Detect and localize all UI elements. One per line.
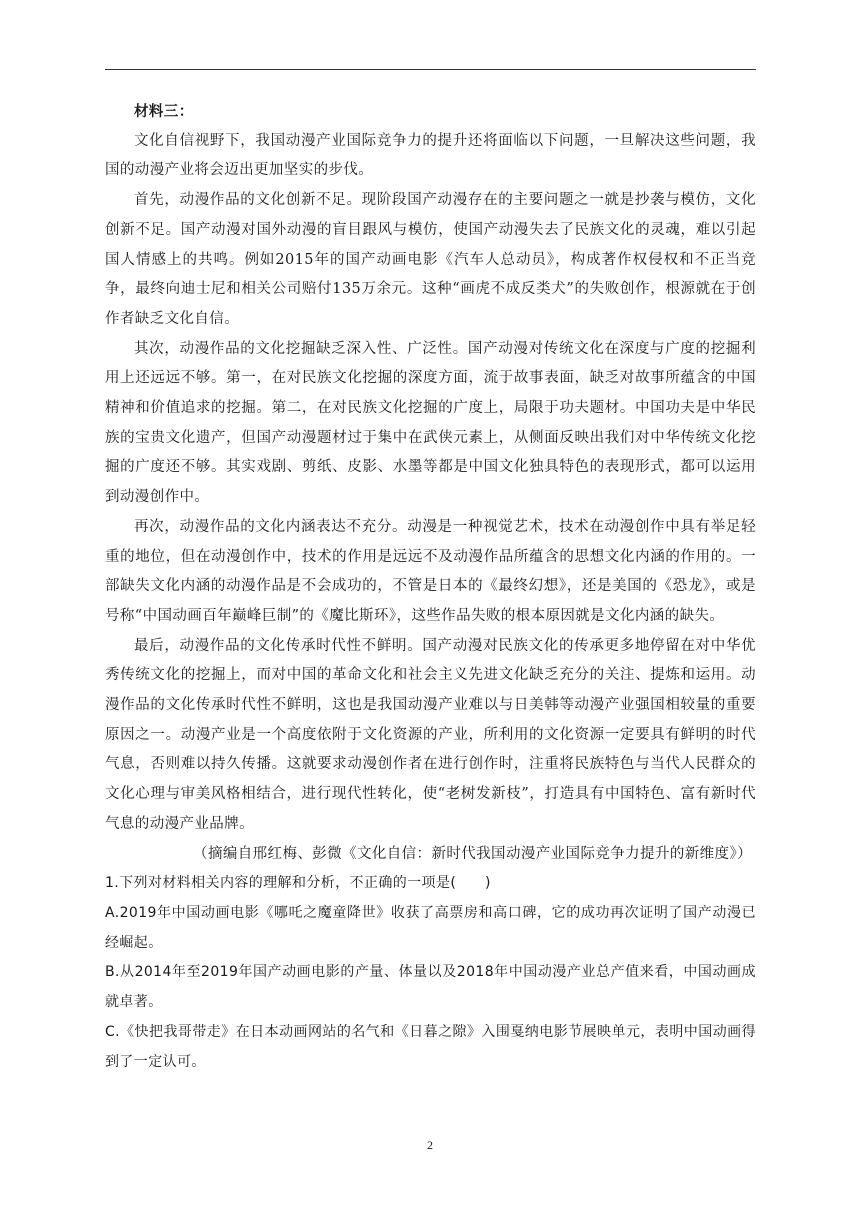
header-divider	[105, 69, 756, 70]
source-citation: （摘编自邢红梅、彭微《文化自信：新时代我国动漫产业国际竞争力提升的新维度》）	[193, 845, 752, 862]
paragraph-last: 最后，动漫作品的文化传承时代性不鲜明。国产动漫对民族文化的传承更多地停留在对中华优秀传统文化的挖掘上，而对中国的革命文化和社会主义先进文化缺乏充分的关注、提炼和运用。动漫作品的文化传承时代性不鲜明，这也是我国动漫产业难以与日美韩等动漫产业强国相较量的重要原因之一。动漫产业是一个高度依附于文化资源的产业，所利用的文化资源一定要具有鲜明的时代气息，否则难以持久传播。这就要求动漫创作者在进行创作时，注重将民族特色与当代人民群众的文化心理与审美风格相结合，进行现代性转化，使“老树发新枝”，打造具有中国特色、富有新时代气息的动漫产业品牌。	[105, 637, 756, 832]
option-c: C.《快把我哥带走》在日本动画网站的名气和《日暮之隙》入围戛纳电影节展映单元，表明中国动画得到了一定认可。	[105, 1023, 756, 1070]
paragraph-first: 首先，动漫作品的文化创新不足。现阶段国产动漫存在的主要问题之一就是抄袭与模仿，文化创新不足。国产动漫对国外动漫的盲目跟风与模仿，使国产动漫失去了民族文化的灵魂，难以引起国人情感上的共鸣。例如2015年的国产动画电影《汽车人总动员》，构成著作权侵权和不正当竞争，最终向迪士尼和相关公司赔付135万余元。这种“画虎不成反类犬”的失败创作，根源就在于创作者缺乏文化自信。	[105, 192, 756, 327]
paragraph-second: 其次，动漫作品的文化挖掘缺乏深入性、广泛性。国产动漫对传统文化在深度与广度的挖掘利用上还远远不够。第一，在对民族文化挖掘的深度方面，流于故事表面，缺乏对故事所蕴含的中国精神和价值追求的挖掘。第二，在对民族文化挖掘的广度上，局限于功夫题材。中国功夫是中华民族的宝贵文化遗产，但国产动漫题材过于集中在武侠元素上，从侧面反映出我们对中华传统文化挖掘的广度还不够。其实戏剧、剪纸、皮影、水墨等都是中国文化独具特色的表现形式，都可以运用到动漫创作中。	[105, 340, 756, 506]
paragraph-intro: 文化自信视野下，我国动漫产业国际竞争力的提升还将面临以下问题，一旦解决这些问题，我国的动漫产业将会迈出更加坚实的步伐。	[105, 132, 756, 179]
page-number: 2	[427, 1138, 433, 1152]
option-a: A.2019年中国动画电影《哪吒之魔童降世》收获了高票房和高口碑，它的成功再次证明了国产动漫已经崛起。	[105, 904, 756, 951]
question-stem: 1.下列对材料相关内容的理解和分析，不正确的一项是( )	[105, 875, 491, 892]
paragraph-third: 再次，动漫作品的文化内涵表达不充分。动漫是一种视觉艺术，技术在动漫创作中具有举足轻重的地位，但在动漫创作中，技术的作用是远远不及动漫作品所蕴含的思想文化内涵的作用的。一部缺失文化内涵的动漫作品是不会成功的，不管是日本的《最终幻想》，还是美国的《恐龙》，或是号称“中国动画百年巅峰巨制”的《魔比斯环》，这些作品失败的根本原因就是文化内涵的缺失。	[105, 518, 756, 624]
option-b: B.从2014年至2019年国产动画电影的产量、体量以及2018年中国动漫产业总产值来看，中国动画成就卓著。	[105, 964, 756, 1011]
section-heading: 材料三：	[134, 103, 194, 120]
document-body	[105, 97, 756, 1077]
